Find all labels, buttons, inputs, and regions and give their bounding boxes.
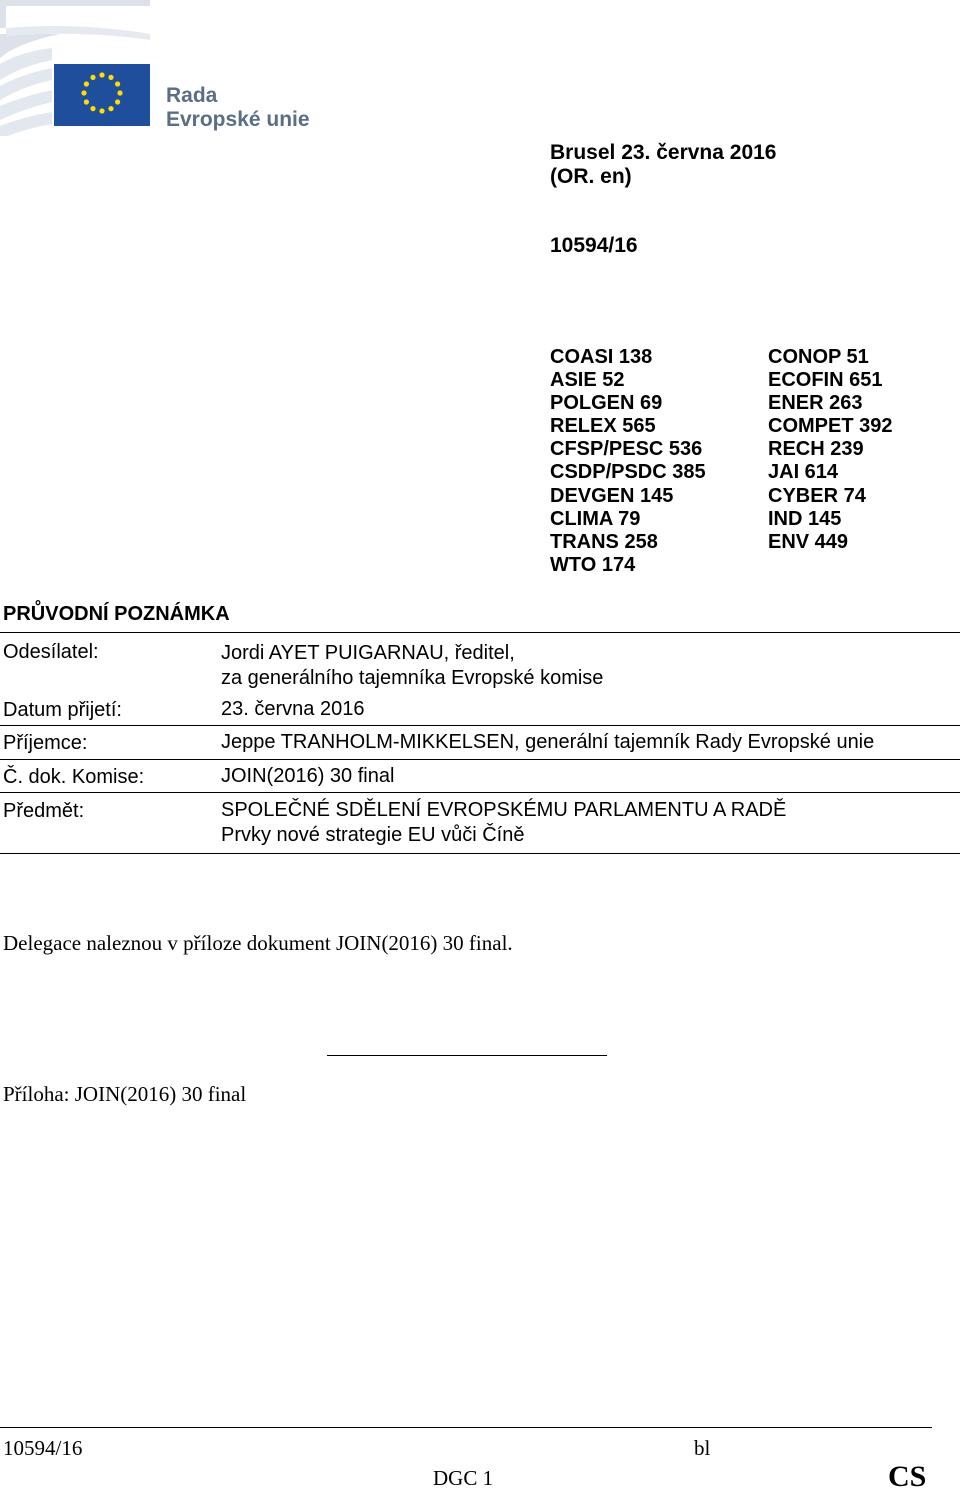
code-item: CLIMA 79 [550,507,641,530]
footer-language: CS [888,1460,927,1493]
codes-left-column [550,346,706,577]
subject-line2: Prvky nové strategie EU vůči Číně [221,824,525,846]
commission-doc-value: JOIN(2016) 30 final [221,765,395,787]
subject-label: Předmět: [3,800,85,822]
date-received-value: 23. června 2016 [221,698,365,720]
code-item: DEVGEN 145 [550,484,674,507]
footer-initials: bl [694,1436,711,1460]
date-received-label: Datum přijetí: [3,699,122,721]
code-item: TRANS 258 [550,530,658,553]
footer-doc-number: 10594/16 [3,1436,83,1460]
divider [0,632,960,633]
divider [0,853,960,854]
divider [0,725,960,726]
separator-line [327,1055,607,1056]
sender-value [221,641,603,691]
sender-line1: Jordi AYET PUIGARNAU, ředitel, [221,642,515,664]
code-item: JAI 614 [768,461,839,484]
body-text: Delegace naleznou v příloze dokument JOIN(2016) 30 final. [3,931,513,955]
footer-rule [0,1427,932,1428]
commission-doc-label: Č. dok. Komise: [3,766,145,788]
code-item: WTO 174 [550,553,636,576]
code-item: ECOFIN 651 [768,369,883,392]
logo-building-graphic [0,0,150,28]
subject-value [221,798,786,848]
code-item: POLGEN 69 [550,392,663,415]
council-name-line1: Rada [166,84,218,107]
place-date: Brusel 23. června 2016 [550,141,777,164]
code-item: CSDP/PSDC 385 [550,461,706,484]
divider [0,759,960,760]
divider [0,792,960,793]
code-item: COASI 138 [550,346,653,368]
code-item: CONOP 51 [768,346,869,368]
cover-note-title: PRŮVODNÍ POZNÁMKA [3,603,230,625]
code-item: RECH 239 [768,438,864,461]
subject-line1: SPOLEČNÉ SDĚLENÍ EVROPSKÉMU PARLAMENTU A RADĚ [221,799,787,821]
document-number: 10594/16 [550,234,638,257]
recipient-value: Jeppe TRANHOLM-MIKKELSEN, generální tajemník Rady Evropské unie [221,731,875,753]
code-item: ENER 263 [768,392,863,415]
sender-line2: za generálního tajemníka Evropské komise [221,667,604,689]
footer-dgc: DGC 1 [433,1466,494,1490]
code-item: CFSP/PESC 536 [550,438,703,461]
code-item: ENV 449 [768,530,849,553]
code-item: ASIE 52 [550,369,625,392]
codes-right-column [768,346,892,554]
council-name [166,84,310,132]
code-item: RELEX 565 [550,415,656,438]
code-item: COMPET 392 [768,415,893,438]
code-item: CYBER 74 [768,484,866,507]
council-name-line2: Evropské unie [166,108,310,131]
recipient-label: Příjemce: [3,732,88,754]
sender-label: Odesílatel: [3,641,99,663]
code-item: IND 145 [768,507,842,530]
attachment-line: Příloha: JOIN(2016) 30 final [3,1082,247,1106]
original-language: (OR. en) [550,165,632,188]
